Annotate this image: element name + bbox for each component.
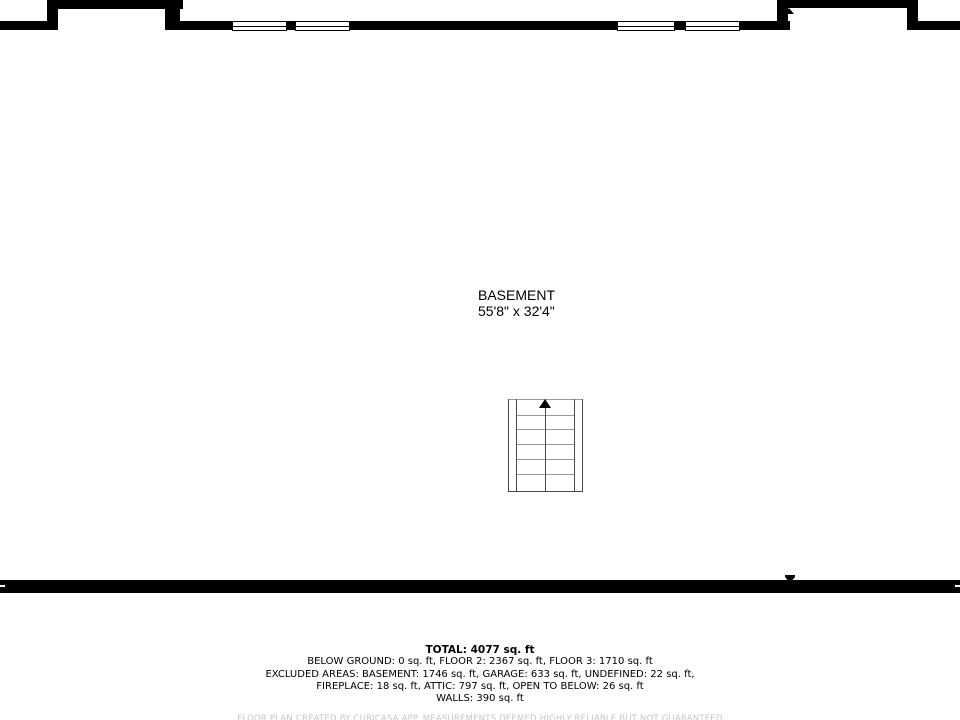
area-summary: [0, 644, 960, 705]
wall-bumpout-right: [777, 0, 913, 8]
summary-excluded: EXCLUDED AREAS: BASEMENT: 1746 sq. ft, GARAGE: 633 sq. ft, UNDEFINED: 22 sq. ft,: [265, 668, 695, 680]
summary-below-ground: BELOW GROUND: 0 sq. ft, FLOOR 2: 2367 sq. ft, FLOOR 3: 1710 sq. ft: [307, 656, 653, 668]
window-symbol-2: [295, 21, 350, 31]
stairs-bottom-edge: [508, 491, 583, 492]
wall-bumpout-left: [47, 0, 183, 9]
stairs-rail-left-inner: [516, 399, 517, 492]
window-symbol-1: [232, 21, 287, 31]
room-dimensions: 55'8" x 32'4": [478, 303, 555, 319]
window-pane-line: [686, 26, 739, 27]
room-name: BASEMENT: [478, 287, 556, 303]
stairs-center-line: [545, 407, 546, 491]
wall-bottom-notch-left: [0, 585, 5, 587]
staircase: [508, 399, 583, 492]
stairs-rail-right-inner: [574, 399, 575, 492]
stairs-rail-left-outer: [508, 399, 509, 492]
stairs-up-arrow-icon: [539, 399, 551, 408]
wall-top-right: [907, 21, 960, 30]
footer-disclaimer: FLOOR PLAN CREATED BY CUBICASA APP. MEASUREMENTS DEEMED HIGHLY RELIABLE BUT NOT GUARANTEED: [237, 714, 723, 720]
stairs-rail-right-outer: [582, 399, 583, 492]
room-label: [478, 287, 555, 319]
wall-bottom: [0, 580, 960, 593]
summary-fireplace: FIREPLACE: 18 sq. ft, ATTIC: 797 sq. ft, OPEN TO BELOW: 26 sq. ft: [316, 680, 644, 692]
entry-marker-icon-top: [784, 8, 794, 14]
window-pane-line: [233, 26, 286, 27]
window-symbol-4: [685, 21, 740, 31]
wall-bottom-notch-right: [955, 585, 960, 587]
window-pane-line: [618, 26, 674, 27]
summary-walls: WALLS: 390 sq. ft: [436, 693, 524, 705]
window-symbol-3: [617, 21, 675, 31]
summary-total: TOTAL: 4077 sq. ft: [425, 644, 535, 656]
window-pane-line: [296, 26, 349, 27]
